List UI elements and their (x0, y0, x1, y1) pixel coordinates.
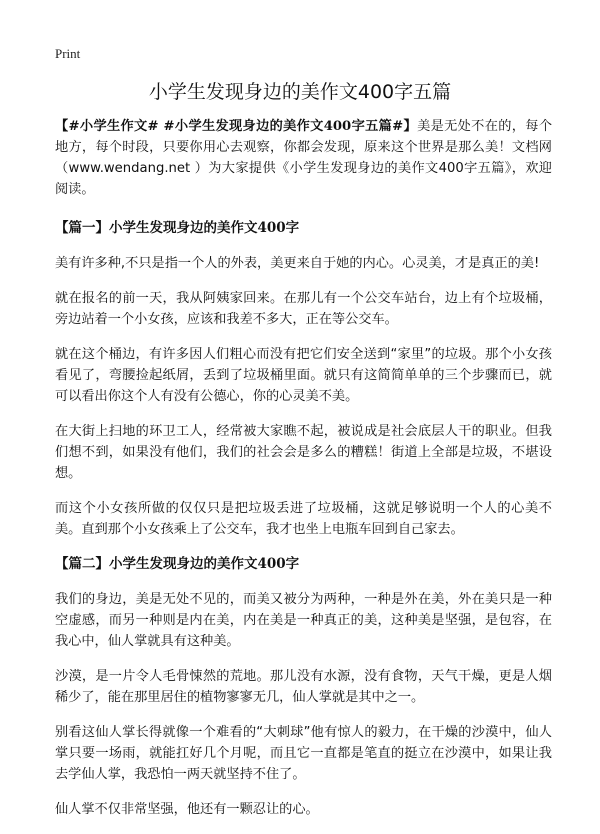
paragraph: 沙漠，是一片令人毛骨悚然的荒地。那儿没有水源，没有食物，天气干燥，更是人烟稀少了，能在那里居住的植物寥寥无几，仙人掌就是其中之一。 (55, 669, 552, 705)
intro-tags: 【#小学生作文# #小学生发现身边的美作文400字五篇#】 (55, 119, 418, 134)
section-heading: 【篇二】小学生发现身边的美作文400字 (55, 556, 300, 572)
print-link[interactable]: Print (55, 46, 81, 61)
paragraph: 而这个小女孩所做的仅仅只是把垃圾丢进了垃圾桶，这就足够说明一个人的心美不美。直到那个小女孩乘上了公交车，我才也坐上电瓶车回到自己家去。 (55, 501, 552, 537)
paragraph: 别看这仙人掌长得就像一个难看的“大刺球”他有惊人的毅力，在干燥的沙漠中，仙人掌只要一场雨，就能扛好几个月呢，而且它一直都是笔直的挺立在沙漠中，如果让我去学仙人掌，我恐怕一两天就坚持不住了。 (55, 725, 552, 782)
paragraph: 就在这个桶边，有许多因人们粗心而没有把它们安全送到“家里”的垃圾。那个小女孩看见了，弯腰捡起纸屑，丢到了垃圾桶里面。就只有这简简单单的三个步骤而已，就可以看出你这个人有没有公德心，你的心灵美不美。 (55, 347, 552, 404)
section-2 (55, 554, 552, 820)
article-body (55, 116, 552, 834)
section-heading: 【篇一】小学生发现身边的美作文400字 (55, 220, 300, 236)
paragraph: 美有许多种,不只是指一个人的外表，美更来自于她的内心。心灵美，才是真正的美! (55, 256, 540, 271)
paragraph: 在大街上扫地的环卫工人，经常被大家瞧不起，被说成是社会底层人干的职业。但我们想不到，如果没有他们，我们的社会会是多么的糟糕！街道上全部是垃圾，不堪设想。 (55, 424, 552, 481)
page-title: 小学生发现身边的美作文400字五篇 (148, 81, 452, 103)
paragraph: 就在报名的前一天，我从阿姨家回来。在那儿有一个公交车站台，边上有个垃圾桶，旁边站着一个小女孩，应该和我差不多大，正在等公交车。 (55, 291, 552, 327)
section-1 (55, 218, 552, 540)
paragraph: 仙人掌不仅非常坚强，他还有一颗忍让的心。 (55, 802, 319, 817)
paragraph: 我们的身边，美是无处不见的，而美又被分为两种，一种是外在美，外在美只是一种空虚感，而另一种则是内在美，内在美是一种真正的美，这种美是坚强，是包容，在我心中，仙人掌就具有这种美。 (55, 592, 552, 649)
intro-text: 美是无处不在的，每个地方，每个时段，只要你用心去观察，你都会发现，原来这个世界是那么美！文档网（www.wendang.net ）为大家提供《小学生发现身边的美作文400字五篇》，欢迎阅读。 (55, 119, 553, 197)
intro-paragraph (55, 116, 552, 200)
